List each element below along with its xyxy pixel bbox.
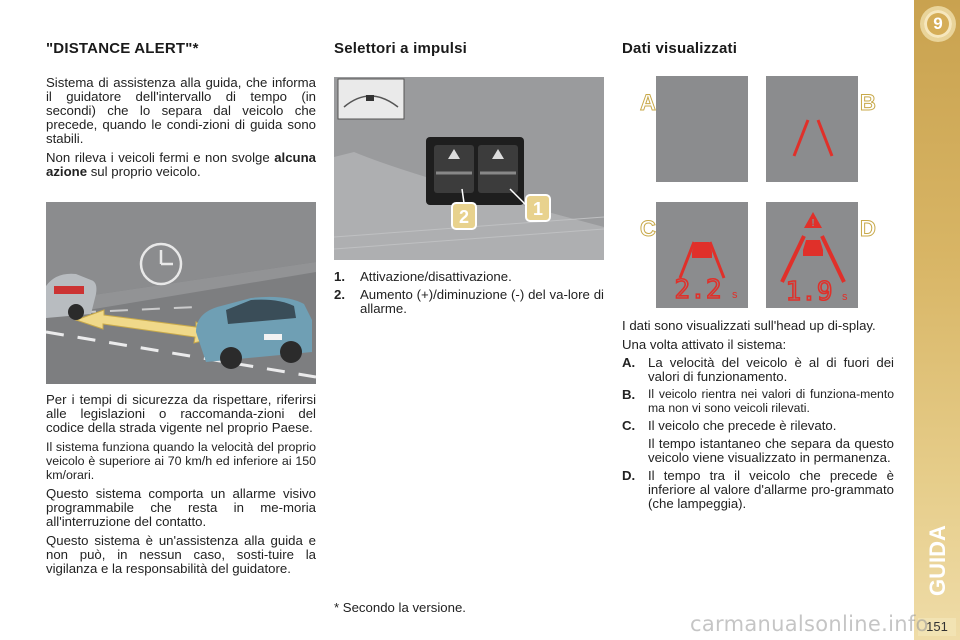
switch-block xyxy=(426,137,524,205)
section-title-selettori: Selettori a impulsi xyxy=(334,40,467,57)
list-item: C. Il veicolo che precede è rilevato. xyxy=(622,418,837,433)
list-item: D. Il tempo tra il veicolo che precede è inferiore al valore d'allarme pro-grammato (che lampeggia). xyxy=(622,468,894,511)
list-item: B. Il veicolo rientra nei valori di funziona-mento ma non vi sono veicoli rilevati. xyxy=(622,387,894,415)
hud-panel-b xyxy=(766,76,858,182)
svg-text:1: 1 xyxy=(532,199,544,219)
clock-icon xyxy=(141,244,181,284)
badge-c: C xyxy=(640,216,656,241)
distance-alert-illustration xyxy=(46,202,316,384)
dashboard-inset xyxy=(338,79,404,119)
speed-range-paragraph: Il sistema funziona quando la velocità del proprio veicolo è superiore ai 70 km/h ed inferiore ai 150 km/orari. xyxy=(46,440,316,482)
footnote: * Secondo la versione. xyxy=(334,600,466,615)
svg-text:1.9: 1.9 xyxy=(785,277,833,307)
badge-a: A xyxy=(640,90,656,115)
hud-panels xyxy=(622,72,894,312)
svg-text:2.2: 2.2 xyxy=(674,275,722,305)
section-title-dati: Dati visualizzati xyxy=(622,40,738,57)
section-title-distance-alert: "DISTANCE ALERT"* xyxy=(46,40,199,57)
list-item: Il tempo istantaneo che separa da questo veicolo viene visualizzato in permanenza. xyxy=(648,436,894,465)
callout-2 xyxy=(452,203,476,229)
list-item: 2. Aumento (+)/diminuzione (-) del va-lore di allarme. xyxy=(334,287,604,316)
list-item: 1. Attivazione/disattivazione. xyxy=(334,269,512,284)
badge-d: D xyxy=(860,216,876,241)
watermark: carmanualsonline.info xyxy=(690,612,929,636)
page-number: 151 xyxy=(918,618,956,636)
hud-panel-a xyxy=(656,76,748,182)
alarm-paragraph: Questo sistema comporta un allarme visivo programmabile che resta in me-moria all'interruzione del contatto. xyxy=(46,486,316,529)
assistance-paragraph: Questo sistema è un'assistenza alla guida e non può, in nessun caso, sosti-tuire la vigilanza e la responsabilità del guidatore. xyxy=(46,533,316,576)
list-item: A. La velocità del veicolo è al di fuori dei valori di funzionamento. xyxy=(622,355,894,384)
chapter-badge: 9 xyxy=(920,6,956,42)
vehicle-ahead-icon xyxy=(692,242,712,258)
badge-b: B xyxy=(860,90,876,115)
section-label xyxy=(917,500,957,600)
impulse-selectors-illustration xyxy=(334,77,604,260)
svg-text:s: s xyxy=(842,291,848,303)
chapter-sidebar xyxy=(914,0,960,640)
hud-intro: I dati sono visualizzati sull'head up di-splay. xyxy=(622,318,876,333)
svg-text:s: s xyxy=(732,289,738,301)
intro-paragraph-2: Non rileva i veicoli fermi e non svolge alcuna azione sul proprio veicolo. xyxy=(46,150,316,179)
safety-paragraph: Per i tempi di sicurezza da rispettare, riferirsi alle legislazioni o raccomanda-zioni del codice della strada vigente nel proprio Paese. xyxy=(46,392,316,435)
intro-paragraph: Sistema di assistenza alla guida, che informa il guidatore dell'intervallo di tempo (in secondi) che lo separa dal veicolo che precede, quando le condi-zioni di guida sono stabili. xyxy=(46,75,316,146)
callout-1 xyxy=(526,195,550,221)
svg-text:!: ! xyxy=(811,218,815,229)
svg-text:2: 2 xyxy=(458,207,470,227)
svg-text:GUIDA: GUIDA xyxy=(925,525,950,596)
activation-intro: Una volta attivato il sistema: xyxy=(622,337,787,352)
